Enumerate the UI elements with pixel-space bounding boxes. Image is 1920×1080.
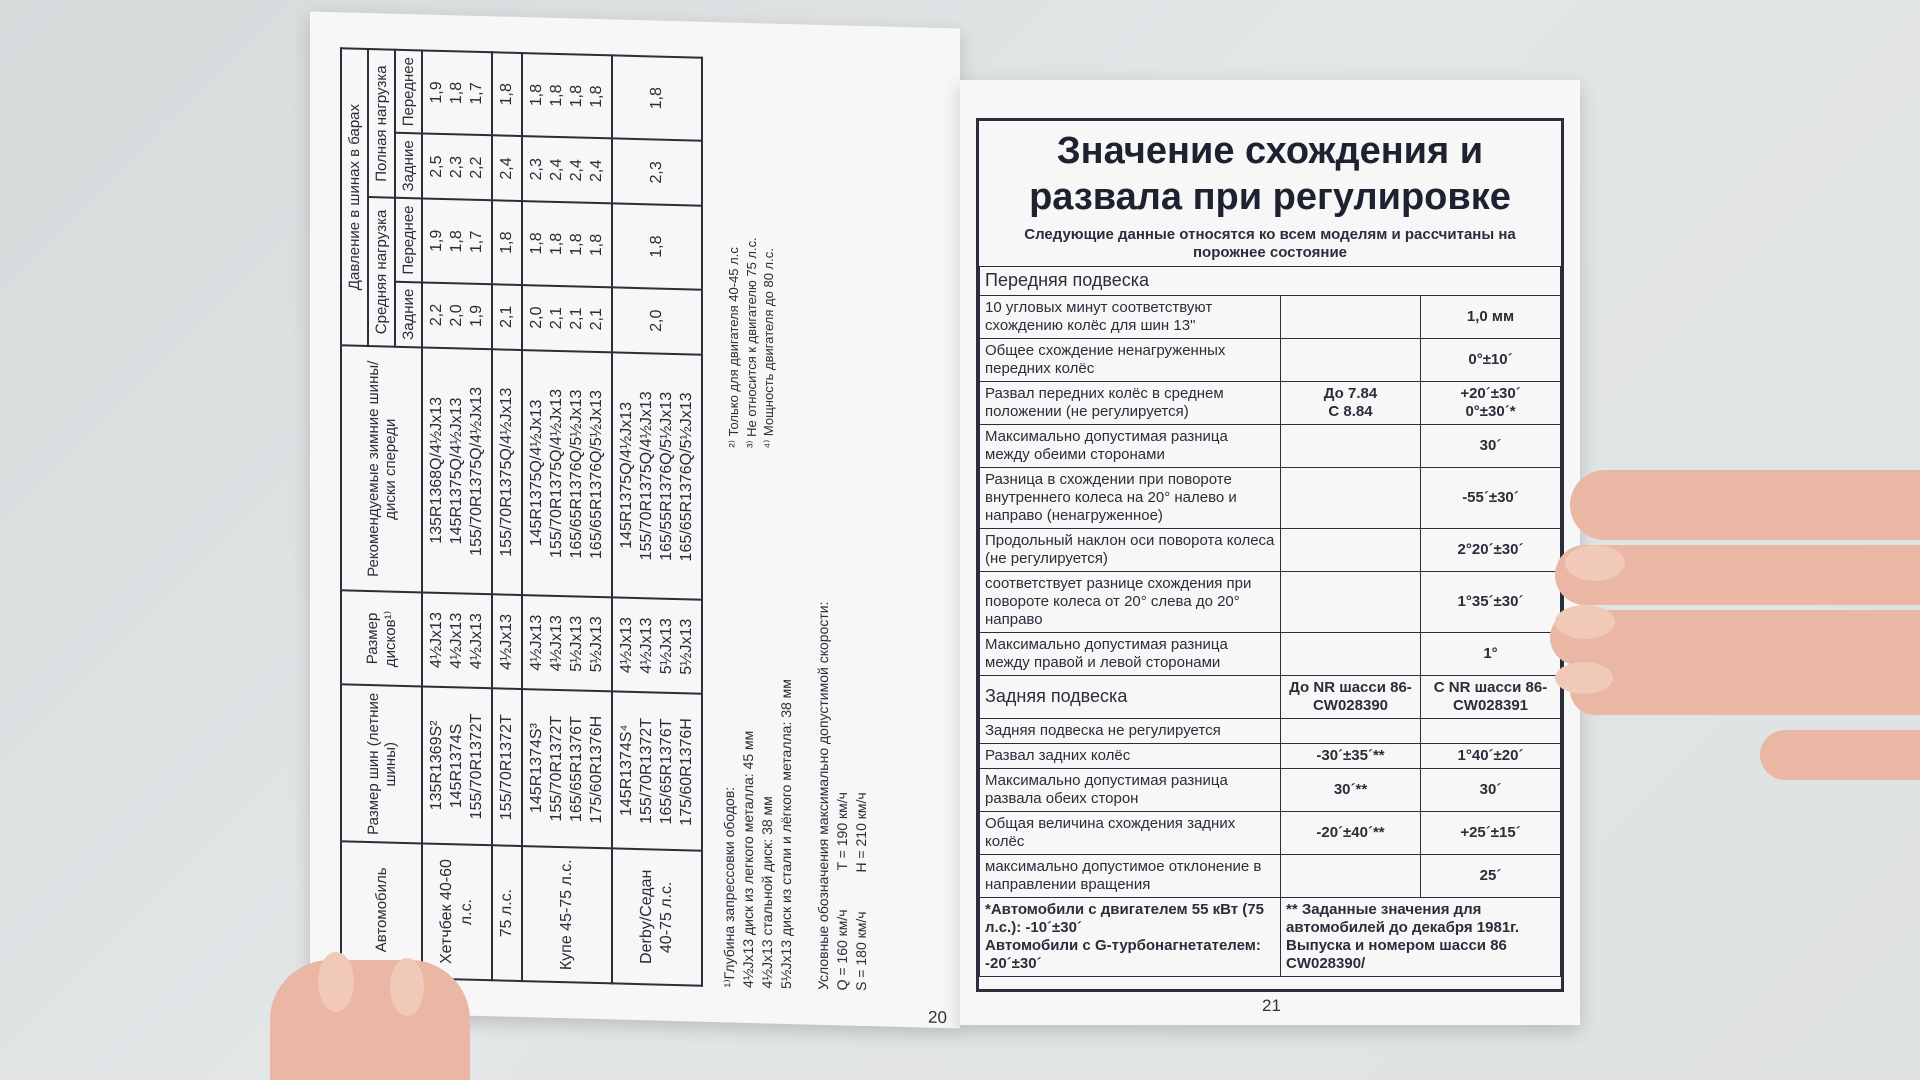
cell-car: Хетчбек 40-60 л.с.: [422, 843, 492, 980]
row-label: Общее схождение ненагруженных передних колёс: [980, 338, 1281, 381]
rear-section-header: Задняя подвеска: [980, 675, 1281, 718]
header-disk-size: Размер дисков¹⁾: [341, 591, 422, 687]
left-page: [310, 11, 960, 1028]
cell-pressure: 1,9 1,8 1,7: [422, 199, 492, 284]
footnote-line: 4½Jx13 стальной диск: 38 мм: [758, 795, 775, 989]
footnote-line: Условные обозначения максимально допустимой скорости:: [815, 601, 832, 991]
table-row: [980, 632, 1561, 675]
row-mid-value: [1281, 467, 1421, 528]
footnote-line: [796, 601, 815, 990]
row-mid-value: [1281, 295, 1421, 338]
cell-pressure: 2,2 2,0 1,9: [422, 282, 492, 349]
row-mid-value: [1281, 571, 1421, 632]
title-line: развала при регулировке: [1029, 175, 1511, 218]
cell-car: 75 л.с.: [492, 845, 522, 981]
header-pressure: Давление в шинах в барах: [341, 48, 368, 345]
cell-winter: 145R1375Q/4½Jx13 155/70R1375Q/4½Jx13 165/65R1376Q/5½Jx13 165/65R1376Q/5½Jx13: [522, 350, 612, 598]
row-label: соответствует разнице схождения при повороте колеса от 20° слева до 20° направо: [980, 571, 1281, 632]
row-value: -55´±30´: [1420, 467, 1560, 528]
header-rear: Задние: [395, 133, 422, 199]
row-value: 1°35´±30´: [1420, 571, 1560, 632]
rear-rows: [980, 718, 1561, 897]
cell-disks: 4½Jx13 4½Jx13 5½Jx13 5½Jx13: [522, 595, 612, 691]
row-value: 2°20´±30´: [1420, 528, 1560, 571]
cell-car: Derby/Седан 40-75 л.с.: [612, 848, 702, 985]
cell-pressure: 2,5 2,3 2,2: [422, 134, 492, 201]
table-row: [980, 743, 1561, 768]
row-mid-value: [1281, 528, 1421, 571]
footnote-line: 4½Jx13 диск из легкого металла: 45 мм: [739, 730, 756, 989]
footnote-line: ¹⁾Глубина запрессовки ободов:: [721, 786, 737, 988]
cell-pressure: 2,0: [612, 287, 702, 355]
cell-winter: 135R1368Q/4½Jx13 145R1375Q/4½Jx13 155/70R1375Q/4½Jx13: [422, 347, 492, 594]
cell-pressure: 2,3: [612, 139, 702, 207]
table-row: [980, 381, 1561, 424]
title-line: Значение схождения и: [1056, 130, 1484, 172]
table-row: [522, 53, 612, 983]
row-value: 1°40´±20´: [1420, 743, 1560, 768]
front-section-header: Передняя подвеска: [980, 267, 1561, 296]
row-value: 1,0 мм: [1420, 295, 1560, 338]
page-subtitle: Следующие данные относятся ко всем моделям и рассчитаны на порожнее состояние: [1024, 226, 1516, 262]
footnote-line: 5½Jx13 диск из стали и лёгкого металла: 38 мм: [777, 678, 794, 990]
header-front: Переднее: [395, 198, 422, 282]
rear-head-mid: До NR шасси 86-CW028390: [1281, 675, 1421, 718]
row-mid-value: [1281, 632, 1421, 675]
table-row: [980, 295, 1561, 338]
row-label: Развал передних колёс в среднем положении (не регулируется): [980, 381, 1281, 424]
row-label: Разница в схождении при повороте внутреннего колеса на 20° налево и направо (ненагруженное): [980, 467, 1281, 528]
header-full-load: Полная нагрузка: [368, 49, 395, 198]
footnotes-bottom: [720, 599, 871, 991]
row-value: 1°: [1420, 632, 1560, 675]
row-mid-value: -30´±35´**: [1281, 743, 1421, 768]
footnote-line: S = 180 км/ч H = 210 км/ч: [853, 792, 870, 992]
cell-car: Купе 45-75 л.с.: [522, 846, 612, 983]
footnote-line: ³⁾ Не относится к двигателю 75 л.с.: [743, 237, 759, 449]
footnote-line: ²⁾ Только для двигателя 40-45 л.с: [726, 246, 741, 448]
page-frame: [976, 118, 1564, 992]
row-value: +25´±15´: [1420, 811, 1560, 854]
table-row: [492, 52, 522, 981]
footnote-left: *Автомобили с двигателем 55 кВт (75 л.с.): -10´±30´ Автомобили с G-турбонагнетателем: -20´±30´: [980, 897, 1281, 976]
cell-pressure: 1,8: [492, 52, 522, 136]
row-mid-value: -20´±40´**: [1281, 811, 1421, 854]
table-row: [980, 528, 1561, 571]
cell-pressure: 1,8: [612, 55, 702, 141]
footnote-line: Q = 160 км/ч T = 190 км/ч: [834, 791, 851, 991]
row-mid-value: [1281, 854, 1421, 897]
cell-pressure: 1,9 1,8 1,7: [422, 50, 492, 135]
row-value: 0°±10´: [1420, 338, 1560, 381]
row-mid-value: [1281, 718, 1421, 743]
table-row: [980, 718, 1561, 743]
cell-pressure: 1,8: [612, 204, 702, 290]
cell-winter: 155/70R1375Q/4½Jx13: [492, 349, 522, 595]
cell-tires: 135R1369S² 145R1374S 155/70R1372T: [422, 687, 492, 846]
table-row: [422, 50, 492, 980]
row-mid-value: До 7.84 С 8.84: [1281, 381, 1421, 424]
row-label: Максимально допустимая разница между обеими сторонами: [980, 424, 1281, 467]
row-value: +20´±30´ 0°±30´*: [1420, 381, 1560, 424]
footnote-lines: [720, 599, 871, 991]
cell-pressure: 1,8: [492, 201, 522, 285]
cell-pressure: 2,3 2,4 2,4 2,4: [522, 136, 612, 204]
row-value: 30´: [1420, 424, 1560, 467]
row-mid-value: 30´**: [1281, 768, 1421, 811]
cell-pressure: 2,1: [492, 284, 522, 350]
right-page: [960, 80, 1580, 1025]
footnote-right: ** Заданные значения для автомобилей до декабря 1981г. Выпуска и номером шасси 86 CW028390/: [1281, 897, 1561, 976]
row-mid-value: [1281, 338, 1421, 381]
row-label: Задняя подвеска не регулируется: [980, 718, 1281, 743]
table-row: [980, 467, 1561, 528]
cell-pressure: 1,8 1,8 1,8 1,8: [522, 201, 612, 287]
table-row: [980, 424, 1561, 467]
cell-disks: 4½Jx13 4½Jx13 5½Jx13 5½Jx13: [612, 598, 702, 694]
table-row: [612, 55, 702, 985]
row-label: Максимально допустимая разница между правой и левой сторонами: [980, 632, 1281, 675]
table-row: [980, 811, 1561, 854]
cell-pressure: 2,4: [492, 135, 522, 201]
cell-pressure: 2,0 2,1 2,1 2,1: [522, 285, 612, 353]
table-row: [980, 854, 1561, 897]
rear-head-right: С NR шасси 86-CW028391: [1420, 675, 1560, 718]
row-value: 30´: [1420, 768, 1560, 811]
cell-tires: 145R1374S³ 155/70R1372T 165/65R1376T 175/60R1376H: [522, 689, 612, 848]
cell-pressure: 1,8 1,8 1,8 1,8: [522, 53, 612, 139]
page-title: [979, 129, 1561, 220]
row-label: Продольный наклон оси поворота колеса (не регулируется): [980, 528, 1281, 571]
table-row: [980, 338, 1561, 381]
row-label: Общая величина схождения задних колёс: [980, 811, 1281, 854]
cell-tires: 155/70R1372T: [492, 689, 522, 847]
footnote-line: ⁴⁾ Мощность двигателя до 80 л.с.: [761, 247, 777, 449]
cell-disks: 4½Jx13 4½Jx13 4½Jx13: [422, 593, 492, 689]
cell-winter: 145R1375Q/4½Jx13 155/70R1375Q/4½Jx13 165/55R1376Q/5½Jx13 165/65R1376Q/5½Jx13: [612, 352, 702, 600]
row-mid-value: [1281, 424, 1421, 467]
row-label: максимально допустимое отклонение в направлении вращения: [980, 854, 1281, 897]
header-rear: Задние: [395, 281, 422, 347]
table-row: [980, 571, 1561, 632]
row-label: 10 угловых минут соответствуют схождению колёс для шин 13": [980, 295, 1281, 338]
footnotes-right: [725, 237, 778, 449]
alignment-table: [979, 266, 1561, 977]
header-medium-load: Средняя нагрузка: [368, 197, 395, 346]
header-car: Автомобиль: [341, 841, 422, 978]
table-row: [980, 768, 1561, 811]
row-value: [1420, 718, 1560, 743]
footnote-lines: [725, 237, 778, 449]
header-front: Переднее: [395, 50, 422, 134]
tire-rows: [422, 50, 702, 985]
rotated-content: [340, 47, 940, 993]
front-rows: [980, 295, 1561, 675]
page-number: 20: [928, 1007, 947, 1028]
header-winter: Рекомендуемые зимние шины/диски спереди: [341, 345, 422, 593]
row-label: Максимально допустимая разница развала обеих сторон: [980, 768, 1281, 811]
header-tire-size: Размер шин (летние шины): [341, 685, 422, 844]
row-label: Развал задних колёс: [980, 743, 1281, 768]
page-number: 21: [1262, 996, 1281, 1015]
cell-tires: 145R1374S⁴ 155/70R1372T 165/65R1376T 175/60R1376H: [612, 692, 702, 851]
cell-disks: 4½Jx13: [492, 595, 522, 690]
tire-pressure-table: [340, 47, 703, 987]
row-value: 25´: [1420, 854, 1560, 897]
